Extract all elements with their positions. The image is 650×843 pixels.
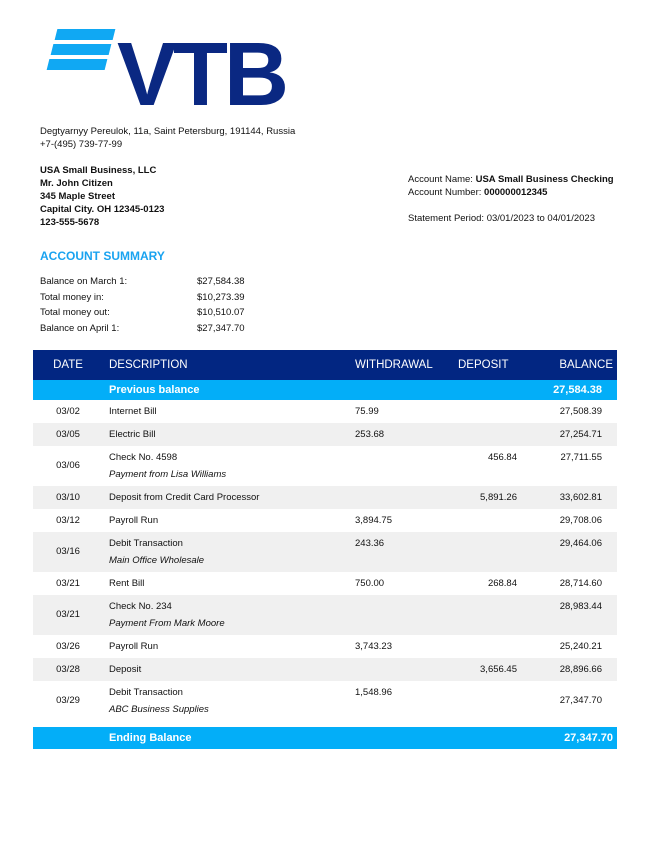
account-summary-title: ACCOUNT SUMMARY <box>40 249 165 263</box>
table-header <box>33 350 617 380</box>
row-date: 03/06 <box>56 460 80 471</box>
table-row <box>33 446 617 486</box>
row-withdrawal: 3,894.75 <box>355 515 392 526</box>
row-description: Deposit from Credit Card Processor <box>109 492 260 503</box>
summary-label: Total money in: <box>40 291 104 303</box>
row-date: 03/16 <box>56 546 80 557</box>
row-description: Payroll Run <box>109 515 159 526</box>
row-date: 03/21 <box>56 609 80 620</box>
summary-value: $10,510.07 <box>197 307 245 318</box>
account-name: USA Small Business Checking <box>475 174 614 185</box>
row-date: 03/26 <box>56 641 80 652</box>
bank-phone: +7-(495) 739-77-99 <box>40 139 123 150</box>
bank-address-block <box>40 125 295 151</box>
statement-period: 03/01/2023 to 04/01/2023 <box>486 213 595 224</box>
row-balance: 28,983.44 <box>559 601 602 612</box>
header-description: DESCRIPTION <box>109 359 188 371</box>
summary-row <box>40 307 245 318</box>
ending-balance-row <box>33 727 617 749</box>
row-withdrawal: 750.00 <box>355 578 385 589</box>
customer-city: Capital City. OH 12345-0123 <box>40 204 165 215</box>
vtb-logo: VTB <box>117 25 285 125</box>
bank-address: Degtyarnyy Pereulok, 11a, Saint Petersburg, 191144, Russia <box>40 126 296 137</box>
summary-value: $27,347.70 <box>197 322 245 334</box>
table-row <box>33 509 617 532</box>
row-date: 03/21 <box>56 578 80 589</box>
summary-row <box>40 322 245 334</box>
row-deposit: 5,891.26 <box>480 492 517 503</box>
row-balance: 27,711.55 <box>560 452 602 463</box>
account-name-label: Account Name: <box>408 174 473 185</box>
summary-label: Balance on April 1: <box>40 322 120 334</box>
ending-balance-value: 27,347.70 <box>564 732 613 744</box>
row-withdrawal: 1,548.96 <box>355 687 392 698</box>
row-deposit: 268.84 <box>487 578 517 589</box>
previous-balance-value: 27,584.38 <box>553 384 602 396</box>
row-deposit: 456.84 <box>487 452 517 463</box>
header-withdrawal: WITHDRAWAL <box>355 359 433 371</box>
ending-balance-label: Ending Balance <box>109 732 192 744</box>
row-date: 03/05 <box>56 429 80 440</box>
customer-name: Mr. John Citizen <box>40 178 113 189</box>
row-balance: 27,347.70 <box>559 695 602 706</box>
row-description: Deposit <box>109 664 142 675</box>
row-balance: 27,254.71 <box>559 429 602 440</box>
header-deposit: DEPOSIT <box>458 359 509 371</box>
row-sub-description: Main Office Wholesale <box>109 555 205 566</box>
header-date: DATE <box>53 359 83 371</box>
account-number-label: Account Number: <box>408 187 482 198</box>
row-sub-description: Payment From Mark Moore <box>109 618 225 629</box>
row-date: 03/28 <box>56 664 80 675</box>
table-row <box>33 423 617 446</box>
row-balance: 33,602.81 <box>559 492 602 503</box>
row-date: 03/12 <box>56 515 80 526</box>
row-description: Electric Bill <box>109 429 156 440</box>
row-description: Rent Bill <box>109 578 145 589</box>
row-withdrawal: 243.36 <box>355 538 385 549</box>
table-row <box>33 595 617 635</box>
row-date: 03/02 <box>56 406 80 417</box>
row-withdrawal: 253.68 <box>355 429 385 440</box>
table-row <box>33 635 617 658</box>
statement-period-label: Statement Period: <box>408 213 485 224</box>
summary-label: Balance on March 1: <box>40 276 128 287</box>
row-withdrawal: 3,743.23 <box>355 641 392 652</box>
summary-label: Total money out: <box>40 307 110 318</box>
row-description: Internet Bill <box>109 406 157 417</box>
table-row <box>33 486 617 509</box>
table-row <box>33 572 617 595</box>
row-withdrawal: 75.99 <box>355 406 379 417</box>
header-balance: BALANCE <box>559 359 613 371</box>
row-description: Payroll Run <box>109 641 159 652</box>
row-date: 03/10 <box>56 492 80 503</box>
account-number: 000000012345 <box>484 187 548 198</box>
row-balance: 27,508.39 <box>559 406 602 417</box>
previous-balance-label: Previous balance <box>109 384 200 396</box>
summary-row <box>40 291 245 303</box>
table-row <box>33 532 617 572</box>
row-description: Check No. 234 <box>109 601 172 612</box>
table-row <box>33 658 617 681</box>
table-row <box>33 400 617 423</box>
customer-street: 345 Maple Street <box>40 191 115 202</box>
row-balance: 29,708.06 <box>559 515 602 526</box>
row-description: Debit Transaction <box>109 687 183 698</box>
row-balance: 25,240.21 <box>559 641 602 652</box>
row-description: Debit Transaction <box>109 538 183 549</box>
customer-block <box>40 164 164 229</box>
row-sub-description: ABC Business Supplies <box>109 704 209 715</box>
customer-company: USA Small Business, LLC <box>40 165 157 176</box>
row-sub-description: Payment from Lisa Williams <box>109 469 227 480</box>
row-balance: 29,464.06 <box>559 538 602 549</box>
summary-value: $10,273.39 <box>197 291 245 303</box>
customer-phone: 123-555-5678 <box>40 217 100 228</box>
row-date: 03/29 <box>56 695 80 706</box>
summary-value: $27,584.38 <box>197 276 245 287</box>
row-balance: 28,896.66 <box>559 664 602 675</box>
row-balance: 28,714.60 <box>559 578 602 589</box>
row-description: Check No. 4598 <box>109 452 178 463</box>
summary-row <box>40 276 245 287</box>
row-deposit: 3,656.45 <box>480 664 517 675</box>
transactions-table <box>33 350 617 749</box>
account-info <box>408 173 614 225</box>
previous-balance-row <box>33 380 617 400</box>
table-row <box>33 681 617 721</box>
